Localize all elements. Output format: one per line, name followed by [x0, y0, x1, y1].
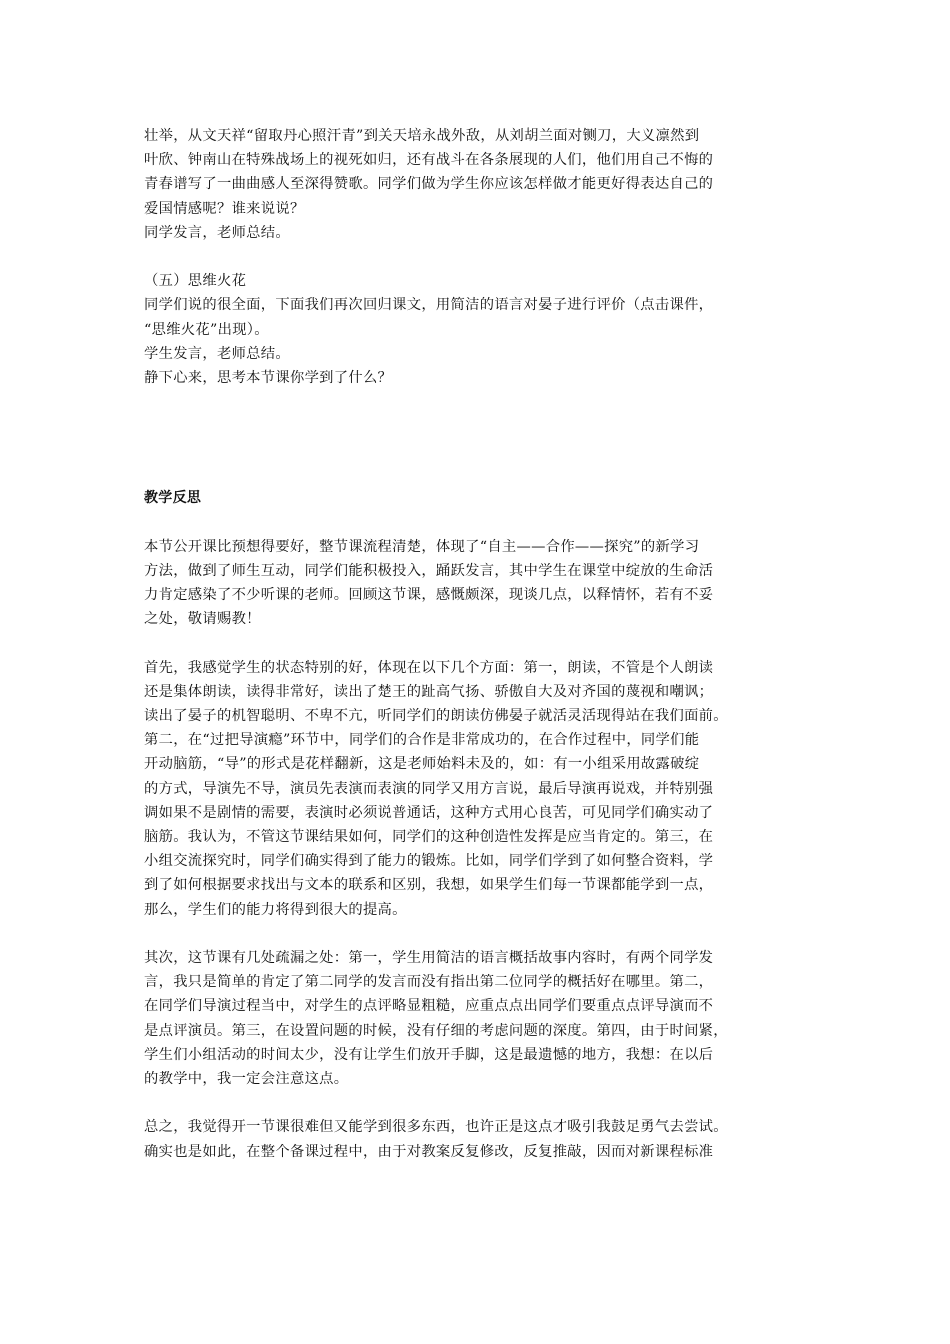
reflection-paragraph-2 — [144, 656, 816, 922]
text-line: 其次，这节课有几处疏漏之处：第一，学生用简洁的语言概括故事内容时，有两个同学发 — [144, 950, 714, 967]
text-line: 学生发言，老师总结。 — [144, 345, 290, 362]
text-line: “思维火花”出现）。 — [144, 321, 269, 338]
section-title: （五）思维火花 — [144, 273, 247, 290]
section-spacer — [144, 390, 816, 486]
paragraph-spacer — [144, 1091, 816, 1115]
text-line: 开动脑筋，“导”的形式是花样翻新，这是老师始料未及的，如：有一小组采用故露破绽 — [144, 756, 700, 773]
text-line: 同学发言，老师总结。 — [144, 224, 290, 241]
text-line: 确实也是如此，在整个备课过程中，由于对教案反复修改，反复推敲，因而对新课程标准 — [144, 1143, 714, 1160]
text-line: 静下心来，思考本节课你学到了什么？ — [144, 370, 393, 387]
text-line: 在同学们导演过程当中，对学生的点评略显粗糙，应重点点出同学们要重点点评导演而不 — [144, 998, 714, 1015]
text-line: 壮举，从文天祥“留取丹心照汗青”到关天培永战外敌，从刘胡兰面对铡刀，大义凛然到 — [144, 128, 700, 144]
text-line: 青春谱写了一曲曲感人至深得赞歌。同学们做为学生你应该怎样做才能更好得表达自己的 — [144, 176, 714, 193]
text-line: 调如果不是剧情的需要，表演时必须说普通话，这种方式用心良苦，可见同学们确实动了 — [144, 804, 714, 821]
text-line: 本节公开课比预想得要好，整节课流程清楚，体现了“自主——合作——探究”的新学习 — [144, 538, 700, 555]
text-line: 小组交流探究时，同学们确实得到了能力的锻炼。比如，同学们学到了如何整合资料，学 — [144, 853, 714, 870]
paragraph-spacer — [144, 631, 816, 655]
text-line: 学生们小组活动的时间太少，没有让学生们放开手脚，这是最遗憾的地方，我想：在以后 — [144, 1046, 714, 1063]
text-line: 方法，做到了师生互动，同学们能积极投入，踊跃发言，其中学生在课堂中绽放的生命活 — [144, 562, 714, 579]
section-thinking-spark — [144, 269, 816, 390]
text-line: 总之，我觉得开一节课很难但又能学到很多东西，也许正是这点才吸引我鼓足勇气去尝试。 — [144, 1119, 728, 1136]
text-line: 之处，敬请赐教！ — [144, 611, 261, 628]
paragraph-spacer — [144, 510, 816, 534]
text-line: 脑筋。我认为，不管这节课结果如何，同学们的这种创造性发挥是应当肯定的。第三，在 — [144, 829, 714, 846]
reflection-paragraph-1 — [144, 535, 816, 632]
text-line: 的方式，导演先不导，演员先表演而表演的同学又用方言说，最后导演再说戏，并特别强 — [144, 780, 714, 797]
text-line: 的教学中，我一定会注意这点。 — [144, 1071, 349, 1088]
text-line: 言，我只是简单的肯定了第二同学的发言而没有指出第二位同学的概括好在哪里。第二， — [144, 974, 714, 991]
paragraph-spacer — [144, 922, 816, 946]
text-line: 同学们说的很全面，下面我们再次回归课文，用简洁的语言对晏子进行评价（点击课件， — [144, 297, 714, 314]
reflection-paragraph-3 — [144, 946, 816, 1091]
text-line: 读出了晏子的机智聪明、不卑不亢，听同学们的朗读仿佛晏子就活灵活现得站在我们面前。 — [144, 708, 728, 725]
document-page — [144, 124, 816, 1164]
paragraph-spacer — [144, 245, 816, 269]
text-line: 那么，学生们的能力将得到很大的提高。 — [144, 901, 407, 918]
text-line: 第二，在“过把导演瘾”环节中，同学们的合作是非常成功的，在合作过程中，同学们能 — [144, 732, 700, 749]
text-line: 爱国情感呢？谁来说说？ — [144, 200, 305, 217]
text-line: 首先，我感觉学生的状态特别的好，体现在以下几个方面：第一，朗读，不管是个人朗读 — [144, 659, 714, 676]
text-line: 力肯定感染了不少听课的老师。回顾这节课，感慨颇深，现谈几点，以释情怀，若有不妥 — [144, 587, 714, 604]
text-line: 是点评演员。第三，在设置问题的时候，没有仔细的考虑问题的深度。第四，由于时间紧， — [144, 1022, 728, 1039]
text-line: 叶欣、钟南山在特殊战场上的视死如归，还有战斗在各条展现的人们，他们用自己不悔的 — [144, 152, 714, 169]
text-line: 到了如何根据要求找出与文本的联系和区别，我想，如果学生们每一节课都能学到一点， — [144, 877, 714, 894]
paragraph-patriotism — [144, 124, 816, 245]
reflection-heading: 教学反思 — [144, 490, 202, 507]
reflection-paragraph-4 — [144, 1115, 816, 1163]
text-line: 还是集体朗读，读得非常好，读出了楚王的趾高气扬、骄傲自大及对齐国的蔑视和嘲讽； — [144, 683, 714, 700]
